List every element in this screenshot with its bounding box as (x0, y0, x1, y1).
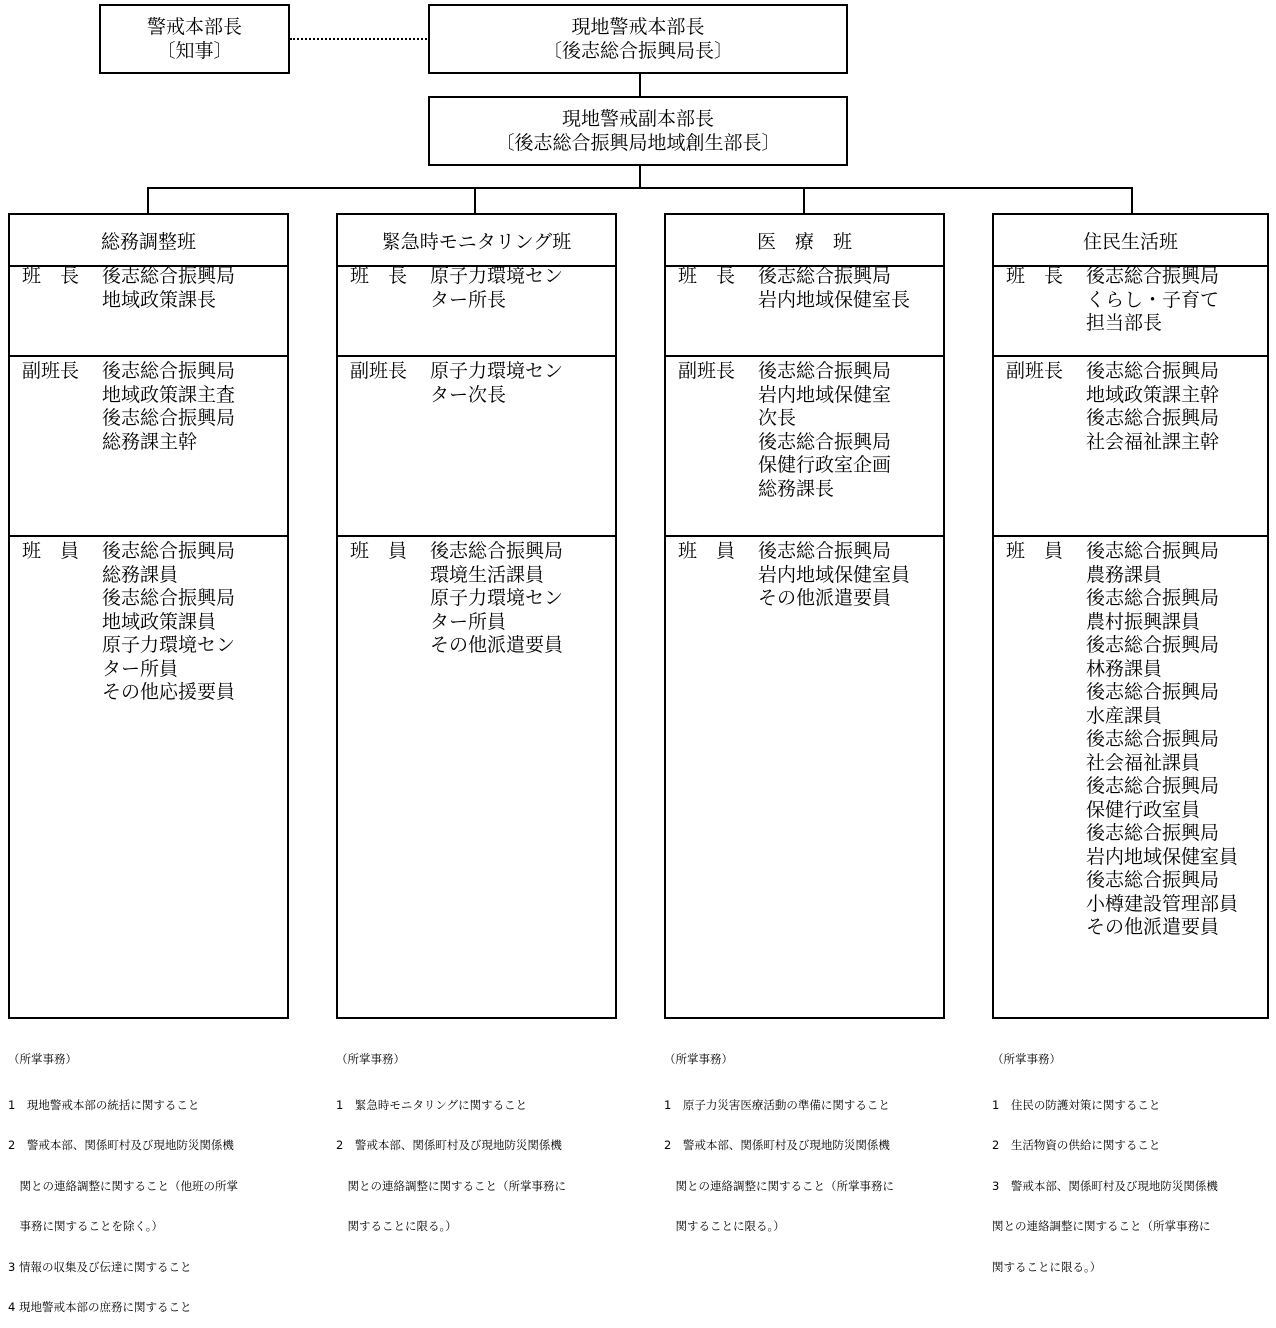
leader-line: 原子力環境セン (430, 265, 564, 287)
members-section (10, 535, 287, 1017)
leader-line: くらし・子育て (1086, 288, 1220, 311)
team-soumu (8, 213, 289, 1019)
member-line: 農村振興課員 (1086, 610, 1201, 633)
member-line: 保健行政室員 (1086, 798, 1201, 821)
role-label: 班 長 (350, 265, 408, 287)
role-label: 副班長 (22, 360, 80, 382)
member-line: 後志総合振興局 (1086, 822, 1220, 844)
role-label: 副班長 (1006, 360, 1064, 382)
member-line: 地域政策課員 (102, 610, 217, 633)
member-line: その他派遣要員 (430, 634, 564, 656)
duties-title: （所掌事務） (664, 1052, 733, 1066)
member-line: 後志総合振興局 (1086, 634, 1220, 656)
duty-line: 2 警戒本部、関係町村及び現地防災関係機 (664, 1138, 890, 1152)
leader-line: 後志総合振興局 (102, 265, 236, 287)
subleader-line: 地域政策課主査 (102, 383, 236, 406)
team-medical (664, 213, 945, 1019)
leader-line: 担当部長 (1086, 312, 1163, 334)
subleader-line: ター次長 (430, 383, 507, 406)
branch-drop (474, 187, 476, 214)
duty-line: 関との連絡調整に関すること（他班の所掌 (8, 1178, 238, 1193)
local-chief-box (428, 4, 848, 74)
member-line: 社会福祉課員 (1086, 751, 1201, 774)
leader-section (994, 265, 1267, 355)
subleader-line: 総務課長 (758, 477, 835, 500)
leader-section (666, 265, 943, 355)
local-chief-title: 現地警戒本部長 (571, 16, 705, 38)
subleader-section (994, 355, 1267, 535)
subleader-section (10, 355, 287, 535)
duty-line: 3 情報の収集及び伝達に関すること (8, 1259, 192, 1274)
member-line: 後志総合振興局 (102, 587, 236, 609)
deputy-sub: 〔後志総合振興局地域創生部長〕 (495, 132, 781, 154)
branch-line (147, 187, 1133, 189)
deputy-box (428, 96, 848, 166)
duty-line: 3 警戒本部、関係町村及び現地防災関係機 (992, 1178, 1218, 1193)
member-line: ター所員 (102, 657, 179, 680)
team-residents (992, 213, 1269, 1019)
subleader-line: 総務課主幹 (102, 430, 198, 453)
deputy-title: 現地警戒副本部長 (561, 108, 714, 130)
role-label: 班 長 (22, 265, 80, 287)
duty-line: 関することに限る。） (336, 1219, 457, 1233)
duty-line: 関することに限る。） (992, 1259, 1102, 1274)
member-line: 後志総合振興局 (1086, 869, 1220, 891)
duty-line: 1 原子力災害医療活動の準備に関すること (664, 1097, 890, 1112)
role-label: 班 員 (678, 540, 736, 562)
branch-drop (147, 187, 149, 214)
leader-line: 後志総合振興局 (1086, 265, 1220, 287)
leader-line: ター所長 (430, 288, 507, 311)
governor-box (99, 4, 290, 74)
branch-drop (803, 187, 805, 214)
duty-line: 4 現地警戒本部の庶務に関すること (8, 1300, 192, 1314)
member-line: その他派遣要員 (758, 587, 892, 609)
subleader-line: 後志総合振興局 (1086, 407, 1220, 429)
member-line: 後志総合振興局 (1086, 587, 1220, 609)
member-line: 後志総合振興局 (1086, 540, 1220, 562)
governor-link-dotted (290, 38, 430, 40)
duty-line: 1 緊急時モニタリングに関すること (336, 1097, 528, 1112)
duty-line: 1 現地警戒本部の統括に関すること (8, 1097, 200, 1112)
connector-line (639, 166, 641, 188)
member-line: ター所員 (430, 610, 507, 633)
duty-line: 2 警戒本部、関係町村及び現地防災関係機 (8, 1138, 234, 1152)
subleader-line: 後志総合振興局 (758, 360, 892, 382)
duty-line: 事務に関することを除く。） (8, 1219, 164, 1233)
duties-monitoring (336, 1026, 566, 1247)
team-name: 総務調整班 (10, 215, 287, 267)
member-line: 岩内地域保健室員 (1086, 845, 1239, 868)
team-name: 医 療 班 (666, 215, 943, 267)
duty-line: 関することに限る。） (664, 1219, 785, 1233)
branch-drop (1131, 187, 1133, 214)
member-line: 原子力環境セン (430, 587, 564, 609)
connector-line (639, 74, 641, 97)
member-line: 環境生活課員 (430, 563, 545, 586)
subleader-section (338, 355, 615, 535)
role-label: 班 員 (1006, 540, 1064, 562)
duties-title: （所掌事務） (336, 1052, 405, 1066)
subleader-line: 後志総合振興局 (758, 430, 892, 453)
duties-title: （所掌事務） (992, 1052, 1061, 1066)
members-section (666, 535, 943, 1017)
members-section (994, 535, 1267, 1017)
member-line: その他応援要員 (102, 681, 236, 703)
team-name: 住民生活班 (994, 215, 1267, 267)
role-label: 副班長 (678, 360, 736, 382)
member-line: その他派遣要員 (1086, 916, 1220, 938)
subleader-section (666, 355, 943, 535)
role-label: 班 員 (22, 540, 80, 562)
subleader-line: 後志総合振興局 (102, 407, 236, 429)
subleader-line: 社会福祉課主幹 (1086, 430, 1220, 453)
subleader-line: 後志総合振興局 (1086, 360, 1220, 382)
duties-residents (992, 1026, 1218, 1288)
duties-title: （所掌事務） (8, 1052, 77, 1066)
governor-sub: 〔知事〕 (156, 40, 233, 62)
member-line: 後志総合振興局 (758, 540, 892, 562)
leader-line: 後志総合振興局 (758, 265, 892, 287)
subleader-line: 岩内地域保健室 (758, 383, 892, 406)
member-line: 後志総合振興局 (430, 540, 564, 562)
role-label: 班 長 (678, 265, 736, 287)
member-line: 後志総合振興局 (1086, 728, 1220, 750)
duty-line: 2 生活物資の供給に関すること (992, 1138, 1161, 1152)
duties-soumu (8, 1026, 238, 1328)
members-section (338, 535, 615, 1017)
subleader-line: 地域政策課主幹 (1086, 383, 1220, 406)
leader-section (338, 265, 615, 355)
duty-line: 関との連絡調整に関すること（所掌事務に (992, 1219, 1211, 1233)
subleader-line: 後志総合振興局 (102, 360, 236, 382)
subleader-line: 原子力環境セン (430, 360, 564, 382)
member-line: 後志総合振興局 (1086, 775, 1220, 797)
subleader-line: 次長 (758, 407, 797, 429)
member-line: 岩内地域保健室員 (758, 563, 911, 586)
member-line: 小樽建設管理部員 (1086, 892, 1239, 915)
governor-title: 警戒本部長 (146, 16, 242, 38)
member-line: 総務課員 (102, 563, 179, 586)
subleader-line: 保健行政室企画 (758, 454, 892, 476)
local-chief-sub: 〔後志総合振興局長〕 (542, 40, 733, 62)
team-name: 緊急時モニタリング班 (338, 215, 615, 267)
duty-line: 2 警戒本部、関係町村及び現地防災関係機 (336, 1138, 562, 1152)
member-line: 水産課員 (1086, 704, 1163, 727)
member-line: 農務課員 (1086, 563, 1163, 586)
role-label: 副班長 (350, 360, 408, 382)
duty-line: 関との連絡調整に関すること（所掌事務に (664, 1178, 894, 1193)
duties-medical (664, 1026, 894, 1247)
leader-section (10, 265, 287, 355)
role-label: 班 長 (1006, 265, 1064, 287)
member-line: 原子力環境セン (102, 634, 236, 656)
duty-line: 関との連絡調整に関すること（所掌事務に (336, 1178, 566, 1193)
member-line: 後志総合振興局 (1086, 681, 1220, 703)
duty-line: 1 住民の防護対策に関すること (992, 1097, 1161, 1112)
leader-line: 岩内地域保健室長 (758, 288, 911, 311)
leader-line: 地域政策課長 (102, 288, 217, 311)
team-monitoring (336, 213, 617, 1019)
member-line: 林務課員 (1086, 657, 1163, 680)
member-line: 後志総合振興局 (102, 540, 236, 562)
role-label: 班 員 (350, 540, 408, 562)
